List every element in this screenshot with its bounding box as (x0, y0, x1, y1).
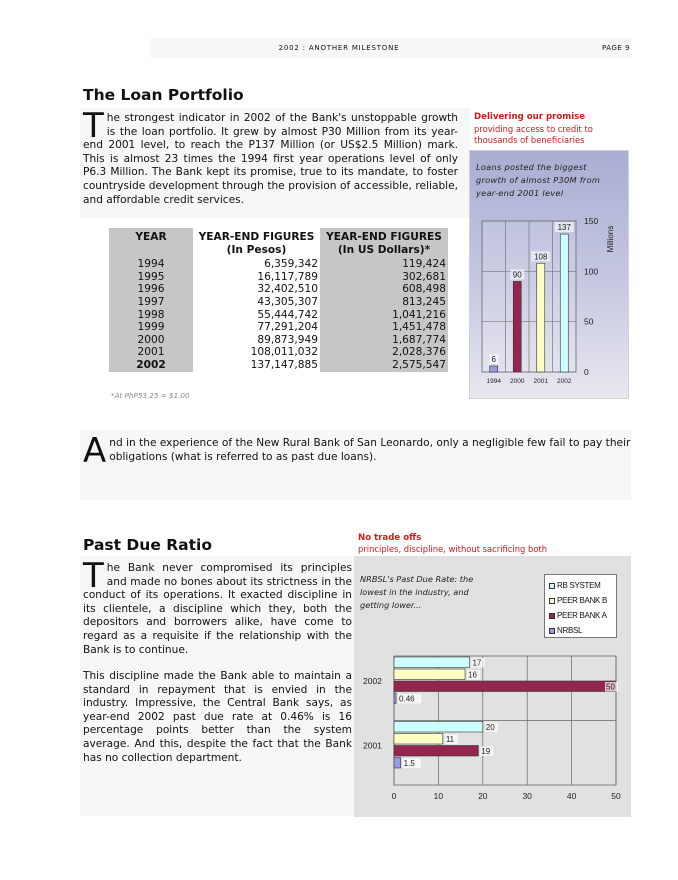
closing-paragraph-text: nd in the experience of the New Rural Bank of San Leonardo, only a negligible few fail to pay their obligations (what is referred to as past due loans). (109, 437, 631, 463)
legend-label: RB SYSTEM (557, 581, 601, 590)
loan-callout-title: Delivering our promise (474, 112, 586, 122)
x-tick-label: 10 (433, 791, 444, 801)
loan-chart-caption: Loans posted the biggest growth of almost P30M from year-end 2001 level (476, 162, 601, 199)
bar (394, 734, 443, 745)
cell-pesos: 6,359,342 (264, 258, 318, 271)
bar (394, 722, 483, 733)
table-row (109, 283, 448, 296)
bar (394, 669, 465, 680)
page-number: PAGE 9 (602, 44, 630, 52)
table-row (109, 258, 448, 271)
table-header-year: YEAR (109, 228, 193, 258)
cell-pesos: 77,291,204 (257, 321, 318, 334)
loan-table-header (109, 228, 448, 258)
table-row (109, 296, 448, 309)
cell-year: 2001 (109, 346, 193, 359)
data-label: 11 (445, 735, 455, 744)
data-label: 20 (485, 723, 495, 732)
data-label: 17 (472, 658, 482, 668)
bar (394, 693, 396, 704)
bar (394, 746, 478, 757)
cell-year: 1996 (109, 283, 193, 296)
data-label: 108 (534, 252, 548, 262)
cell-pesos: 89,873,949 (257, 333, 318, 346)
bar (513, 281, 521, 372)
cell-year: 1995 (109, 271, 193, 284)
cell-usd: 1,687,774 (320, 334, 448, 347)
data-label: 19 (481, 747, 491, 756)
data-label: 90 (512, 270, 522, 280)
y-tick-label: 100 (584, 266, 599, 277)
legend-label: PEER BANK A (557, 611, 607, 620)
loan-paragraph (83, 106, 458, 207)
bar (394, 758, 401, 769)
past-due-callout-text: principles, discipline, without sacrificing both (358, 544, 548, 554)
legend-swatch (549, 628, 555, 634)
bar (490, 366, 498, 372)
cell-pesos: 32,402,510 (257, 283, 318, 296)
y-tick-label: 150 (584, 216, 599, 226)
cell-usd: 119,424 (320, 258, 448, 271)
legend-item (549, 608, 616, 623)
x-tick-label: 40 (566, 791, 577, 801)
x-tick-label: 0 (391, 791, 397, 801)
running-header: 2002 : ANOTHER MILESTONE (278, 44, 400, 52)
legend-item (549, 623, 616, 638)
x-tick-label: 20 (478, 791, 488, 801)
cell-usd: 608,498 (320, 283, 448, 296)
data-label: 1.5 (403, 759, 415, 768)
cell-usd: 302,681 (320, 271, 448, 284)
cell-pesos: 16,117,789 (257, 270, 318, 283)
table-footnote: *At PhP53.25 = $1.00 (111, 391, 190, 400)
cell-pesos: 108,011,032 (250, 346, 318, 359)
past-due-chart-caption: NRBSL's Past Due Rate: the lowest in the industry, and getting lower... (360, 574, 474, 611)
legend-label: PEER BANK B (557, 596, 608, 605)
cell-year: 1999 (109, 321, 193, 334)
cell-usd: 1,041,216 (320, 309, 448, 322)
table-row (109, 309, 448, 322)
cell-pesos: 137,147,885 (250, 358, 318, 371)
table-header-pesos: YEAR-END FIGURES (In Pesos) (198, 231, 315, 256)
table-row (109, 334, 448, 347)
y-tick-label: 50 (584, 316, 594, 327)
cell-year: 1997 (109, 296, 193, 309)
table-row (109, 346, 448, 359)
y-axis-label: Millions (606, 225, 615, 253)
cell-year: 1994 (109, 258, 193, 271)
cell-year: 2002 (109, 359, 193, 372)
x-tick-label: 50 (611, 791, 621, 801)
past-due-paragraph-1-text: he Bank never compromised its principles and made no bones about its strictness in the conduct of its operations. It exacted discipline in its clientele, a discipline which they, both the depositors and borrowers alike, have come to regard as a requisite if the relationship with the Bank is to continue. (83, 562, 352, 656)
legend-swatch (549, 598, 555, 604)
legend-swatch (549, 613, 555, 619)
y-tick-label: 2001 (363, 740, 382, 751)
data-label: 0.46 (399, 694, 415, 704)
bar (394, 681, 616, 692)
loan-dropcap: T (83, 106, 104, 146)
x-tick-label: 2001 (533, 378, 548, 385)
closing-dropcap: A (83, 431, 107, 471)
legend-item (549, 593, 616, 608)
data-label: 137 (557, 223, 571, 233)
past-due-paragraph-2: This discipline made the Bank able to maintain a standard in repayment that is envied in the industry. Impressive, the Central Bank says, as year-end 2002 past due rate at 0.46% is 16 percentage points better than the system average. And this, despite the fact that the Bank has no collection department. (83, 670, 352, 764)
past-due-dropcap: T (83, 556, 104, 596)
table-row (109, 359, 448, 372)
y-tick-label: 0 (584, 367, 589, 377)
data-label: 6 (491, 354, 496, 364)
table-header-usd: YEAR-END FIGURES (In US Dollars)* (320, 228, 448, 258)
x-tick-label: 2002 (557, 378, 572, 385)
cell-pesos: 43,305,307 (257, 295, 318, 308)
bar (537, 263, 545, 372)
bar (394, 657, 469, 668)
loan-callout-text: providing access to credit to thousands of beneficiaries (474, 124, 593, 145)
closing-paragraph (83, 431, 631, 471)
table-row (109, 321, 448, 334)
cell-usd: 2,028,376 (320, 346, 448, 359)
x-tick-label: 2000 (510, 378, 525, 385)
table-row (109, 271, 448, 284)
data-label: 16 (468, 670, 477, 680)
past-due-callout-title: No trade offs (358, 533, 422, 543)
data-label: 50 (606, 682, 615, 692)
x-tick-label: 30 (522, 791, 532, 801)
cell-usd: 813,245 (320, 296, 448, 309)
loan-paragraph-text: he strongest indicator in 2002 of the Bank's unstoppable growth is the loan portfolio. It grew by almost P30 Million from its year-end 2001 level, to reach the P137 Million (or US$2.5 Million) mark. This is almost 23 times the 1994 first year operations level of only P6.3 Million. The Bank kept its promise, true to its mandate, to foster countryside development through the provision of accessible, reliable, and affordable credit services. (83, 112, 458, 206)
loan-section-title: The Loan Portfolio (83, 86, 244, 104)
legend-swatch (549, 583, 555, 589)
legend-label: NRBSL (557, 626, 583, 635)
x-tick-label: 1994 (486, 378, 501, 385)
past-due-paragraph-1 (83, 556, 352, 657)
cell-usd: 1,451,478 (320, 321, 448, 334)
cell-year: 2000 (109, 334, 193, 347)
loan-table (109, 228, 448, 372)
cell-pesos: 55,444,742 (257, 308, 318, 321)
cell-year: 1998 (109, 309, 193, 322)
legend-item (549, 578, 616, 593)
past-due-legend (544, 574, 617, 638)
bar (560, 234, 568, 372)
y-tick-label: 2002 (363, 676, 382, 686)
cell-usd: 2,575,547 (320, 359, 448, 372)
past-due-section-title: Past Due Ratio (83, 536, 213, 554)
